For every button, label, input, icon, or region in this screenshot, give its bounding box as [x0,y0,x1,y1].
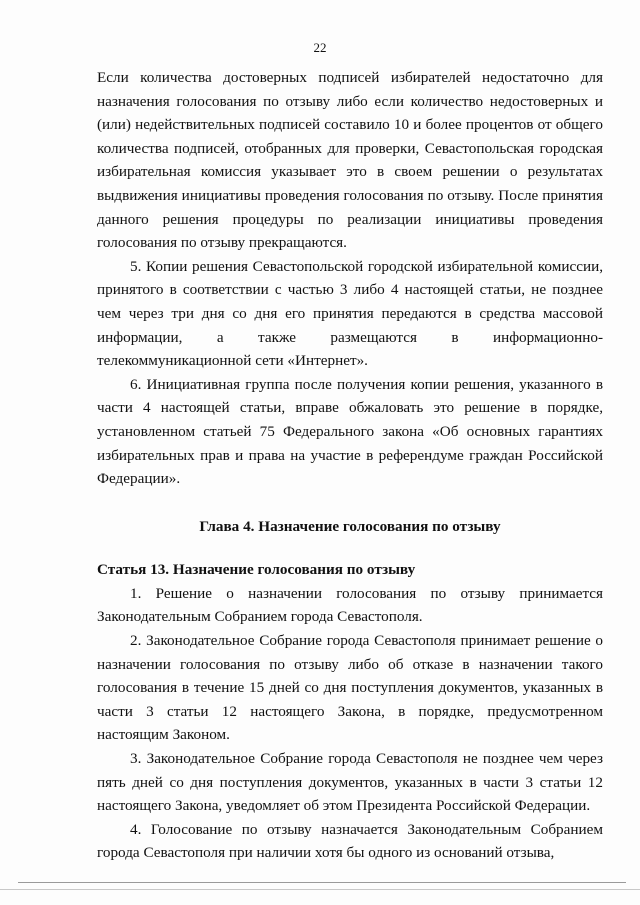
article-heading: Статья 13. Назначение голосования по отзыву [97,561,416,579]
paragraph: Если количества достоверных подписей избирателей недостаточно для назначения голосования по отзыву либо если количество недостоверных и (или) недействительных подписей составило 10 и более процентов от общего количества подписей, отобранных для проверки, Севастопольская городская избирательная комиссия указывает это в своем решении о результатах выдвижения инициативы проведения голосования по отзыву. После принятия данного решения процедуры по реализации инициативы проведения голосования по отзыву прекращаются. [97,69,603,252]
page-number: 22 [313,40,327,55]
article-paragraph-3: 3. Законодательное Собрание города Севастополя не позднее чем через пять дней со дня поступления документов, указанных в части 3 статьи 12 настоящего Закона, уведомляет об этом Президента Российской Федерации. [97,750,603,815]
article-paragraph-2: 2. Законодательное Собрание города Севастополя принимает решение о назначении голосования по отзыву либо об отказе в назначении такого голосования в течение 15 дней со дня поступления документов, указанных в части 3 статьи 12 настоящего Закона, в порядке, предусмотренном настоящим Законом. [97,632,603,744]
paragraph-item-6: 6. Инициативная группа после получения копии решения, указанного в части 4 настоящей статьи, вправе обжаловать это решение в порядке, установленном статьей 75 Федерального закона «Об основных гарантиях избирательных прав и права на участие в референдуме граждан Российской Федерации». [97,375,603,488]
paragraph-item-5: 5. Копии решения Севастопольской городской избирательной комиссии, принятого в соответствии с частью 3 либо 4 настоящей статьи, не позднее чем через три дня со дня его принятия передаются в средства массовой информации, а также размещаются в информационно-телекоммуникационной сети «Интернет». [97,257,603,370]
scan-edge-line-lower [0,889,640,890]
scan-edge-line [18,882,626,883]
article-paragraph-4: 4. Голосование по отзыву назначается Законодательным Собранием города Севастополя при наличии хотя бы одного из оснований отзыва, [97,820,603,862]
document-body [97,66,603,865]
article-paragraph-1: 1. Решение о назначении голосования по отзыву принимается Законодательным Собранием города Севастополя. [97,584,603,626]
chapter-heading: Глава 4. Назначение голосования по отзыву [199,517,501,535]
